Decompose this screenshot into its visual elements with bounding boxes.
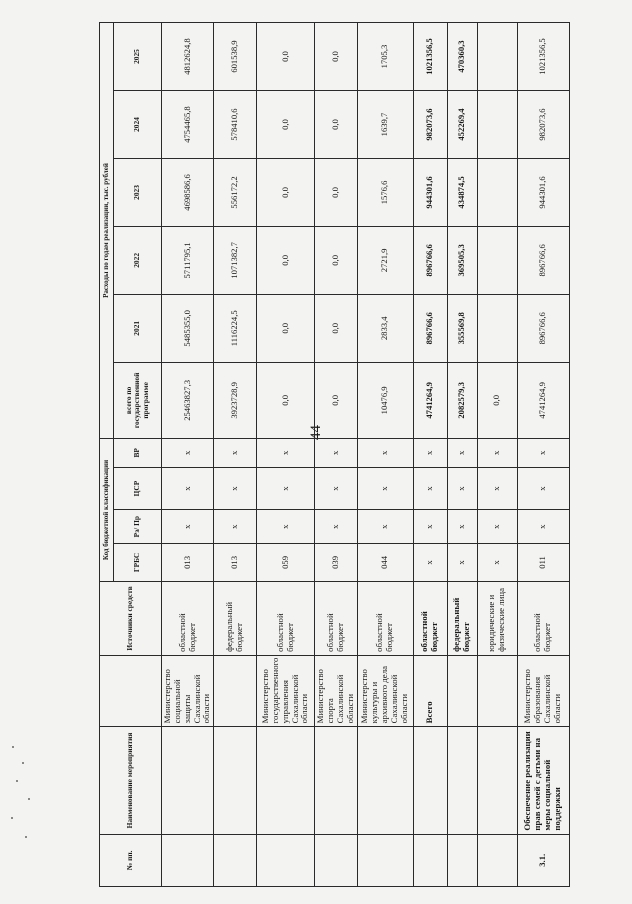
row-source: областной бюджет — [162, 581, 214, 655]
row-rzpr: х — [257, 510, 315, 543]
row-total: 2082579,3 — [447, 362, 477, 438]
row-year-value: 0,0 — [315, 23, 357, 91]
row-source: областной бюджет — [357, 581, 413, 655]
row-number — [413, 834, 447, 886]
row-executor: Министерство спорта Сахалинской области — [315, 655, 357, 726]
row-grbs: х — [477, 543, 517, 581]
row-executor — [447, 655, 477, 726]
row-year-value: 944301,6 — [517, 158, 569, 226]
row-grbs: 044 — [357, 543, 413, 581]
row-event — [413, 727, 447, 834]
row-source: федеральный бюджет — [447, 581, 477, 655]
row-executor: Министерство культуры и архивного дела Сахалинской области — [357, 655, 413, 726]
row-year-value — [477, 23, 517, 91]
row-total: 10476,9 — [357, 362, 413, 438]
table-row — [357, 23, 413, 887]
row-year-value — [477, 226, 517, 294]
row-number — [477, 834, 517, 886]
row-total: 0,0 — [257, 362, 315, 438]
row-event — [477, 727, 517, 834]
row-grbs: 011 — [517, 543, 569, 581]
header-event: Наименование мероприятия — [100, 727, 162, 834]
row-executor: Министерство государственного управления Сахалинской области — [257, 655, 315, 726]
header-grbs: ГРБС — [114, 543, 162, 581]
row-number — [257, 834, 315, 886]
row-vr: х — [162, 439, 214, 468]
header-year-2022: 2022 — [114, 226, 162, 294]
row-source: юридические и физические лица — [477, 581, 517, 655]
row-number — [357, 834, 413, 886]
row-executor: Всего — [413, 655, 447, 726]
row-grbs: 039 — [315, 543, 357, 581]
row-number — [214, 834, 257, 886]
row-year-value — [477, 158, 517, 226]
row-event: Обеспечение реализации прав семей с детьми на меры социальной поддержки — [517, 727, 569, 834]
row-total: 0,0 — [315, 362, 357, 438]
row-vr: х — [315, 439, 357, 468]
row-total: 25463827,3 — [162, 362, 214, 438]
table-row — [517, 23, 569, 887]
header-vr: ВР — [114, 439, 162, 468]
row-year-value — [477, 294, 517, 362]
table-row — [413, 23, 447, 887]
header-year-2023: 2023 — [114, 158, 162, 226]
row-year-value: 601538,9 — [214, 23, 257, 91]
row-year-value: 5485355,0 — [162, 294, 214, 362]
row-number: 3.1. — [517, 834, 569, 886]
row-grbs: х — [413, 543, 447, 581]
row-rzpr: х — [447, 510, 477, 543]
table-row — [257, 23, 315, 887]
row-vr: х — [413, 439, 447, 468]
row-grbs: 013 — [162, 543, 214, 581]
row-rzpr: х — [357, 510, 413, 543]
row-year-value: 452269,4 — [447, 91, 477, 159]
row-vr: х — [447, 439, 477, 468]
row-year-value: 434874,5 — [447, 158, 477, 226]
row-year-value: 0,0 — [315, 158, 357, 226]
row-year-value: 0,0 — [257, 91, 315, 159]
row-rzpr: х — [477, 510, 517, 543]
row-event — [447, 727, 477, 834]
row-year-value: 4754465,8 — [162, 91, 214, 159]
row-year-value: 355569,8 — [447, 294, 477, 362]
budget-table — [99, 22, 570, 887]
row-total: 3923728,9 — [214, 362, 257, 438]
row-year-value: 1639,7 — [357, 91, 413, 159]
header-rzpr: Рз/ Пр — [114, 510, 162, 543]
header-year-2024: 2024 — [114, 91, 162, 159]
row-total: 4741264,9 — [517, 362, 569, 438]
row-executor: Министерство социальной защиты Сахалинской области — [162, 655, 214, 726]
row-year-value: 896766,6 — [517, 294, 569, 362]
row-year-value: 0,0 — [315, 226, 357, 294]
row-source: федеральный бюджет — [214, 581, 257, 655]
row-event — [257, 727, 315, 834]
row-year-value: 0,0 — [257, 158, 315, 226]
row-rzpr: х — [517, 510, 569, 543]
row-csr: х — [162, 467, 214, 510]
row-vr: х — [357, 439, 413, 468]
row-year-value: 0,0 — [315, 91, 357, 159]
header-code-group: Код бюджетной классификации — [100, 439, 114, 582]
row-total: 0,0 — [477, 362, 517, 438]
row-year-value: 1021356,5 — [517, 23, 569, 91]
row-vr: х — [257, 439, 315, 468]
row-source: областной бюджет — [257, 581, 315, 655]
row-year-value: 1576,6 — [357, 158, 413, 226]
row-year-value: 369505,3 — [447, 226, 477, 294]
row-year-value: 556172,2 — [214, 158, 257, 226]
row-event — [162, 727, 214, 834]
row-event — [315, 727, 357, 834]
row-event — [357, 727, 413, 834]
row-year-value: 1071382,7 — [214, 226, 257, 294]
row-executor: Министерство образования Сахалинской области — [517, 655, 569, 726]
header-year-2025: 2025 — [114, 23, 162, 91]
header-executor — [100, 655, 162, 726]
row-year-value: 896766,6 — [413, 294, 447, 362]
row-year-value: 470360,3 — [447, 23, 477, 91]
table-row — [447, 23, 477, 887]
row-grbs: 059 — [257, 543, 315, 581]
row-rzpr: х — [315, 510, 357, 543]
row-event — [214, 727, 257, 834]
row-vr: х — [517, 439, 569, 468]
row-source: областной бюджет — [315, 581, 357, 655]
table-row — [162, 23, 214, 887]
budget-table-rotated — [99, 22, 562, 887]
row-rzpr: х — [162, 510, 214, 543]
row-year-value: 1705,3 — [357, 23, 413, 91]
row-year-value: 982073,6 — [517, 91, 569, 159]
row-source: областной бюджет — [517, 581, 569, 655]
row-year-value: 1021356,5 — [413, 23, 447, 91]
scan-noise — [8, 740, 36, 860]
row-year-value: 5711795,1 — [162, 226, 214, 294]
header-no: № пп. — [100, 834, 162, 886]
row-year-value: 4698586,6 — [162, 158, 214, 226]
row-year-value: 2833,4 — [357, 294, 413, 362]
row-year-value: 2721,9 — [357, 226, 413, 294]
row-number — [447, 834, 477, 886]
row-csr: х — [477, 467, 517, 510]
row-grbs: 013 — [214, 543, 257, 581]
row-year-value: 0,0 — [315, 294, 357, 362]
row-rzpr: х — [413, 510, 447, 543]
row-number — [162, 834, 214, 886]
row-rzpr: х — [214, 510, 257, 543]
row-executor — [214, 655, 257, 726]
row-csr: х — [257, 467, 315, 510]
header-total: всего по государственной программе — [114, 362, 162, 438]
header-year-2021: 2021 — [114, 294, 162, 362]
page-number: 44 — [308, 425, 324, 440]
row-year-value: 982073,6 — [413, 91, 447, 159]
row-year-value: 0,0 — [257, 226, 315, 294]
row-source: областной бюджет — [413, 581, 447, 655]
header-source: Источники средств — [100, 581, 162, 655]
row-csr: х — [214, 467, 257, 510]
row-year-value: 0,0 — [257, 23, 315, 91]
row-year-value: 0,0 — [257, 294, 315, 362]
row-total: 4741264,9 — [413, 362, 447, 438]
row-csr: х — [517, 467, 569, 510]
row-number — [315, 834, 357, 886]
row-csr: х — [413, 467, 447, 510]
row-csr: х — [447, 467, 477, 510]
row-year-value: 4812624,8 — [162, 23, 214, 91]
row-year-value: 1116224,5 — [214, 294, 257, 362]
table-row — [214, 23, 257, 887]
row-vr: х — [477, 439, 517, 468]
row-csr: х — [315, 467, 357, 510]
row-csr: х — [357, 467, 413, 510]
row-year-value: 896766,6 — [517, 226, 569, 294]
row-year-value: 578410,6 — [214, 91, 257, 159]
table-row — [477, 23, 517, 887]
row-year-value: 944301,6 — [413, 158, 447, 226]
row-year-value: 896766,6 — [413, 226, 447, 294]
header-years-group: Расходы по годам реализации, тыс. рублей — [100, 23, 114, 439]
row-grbs: х — [447, 543, 477, 581]
row-executor — [477, 655, 517, 726]
header-csr: ЦСР — [114, 467, 162, 510]
table-row — [315, 23, 357, 887]
row-year-value — [477, 91, 517, 159]
row-vr: х — [214, 439, 257, 468]
